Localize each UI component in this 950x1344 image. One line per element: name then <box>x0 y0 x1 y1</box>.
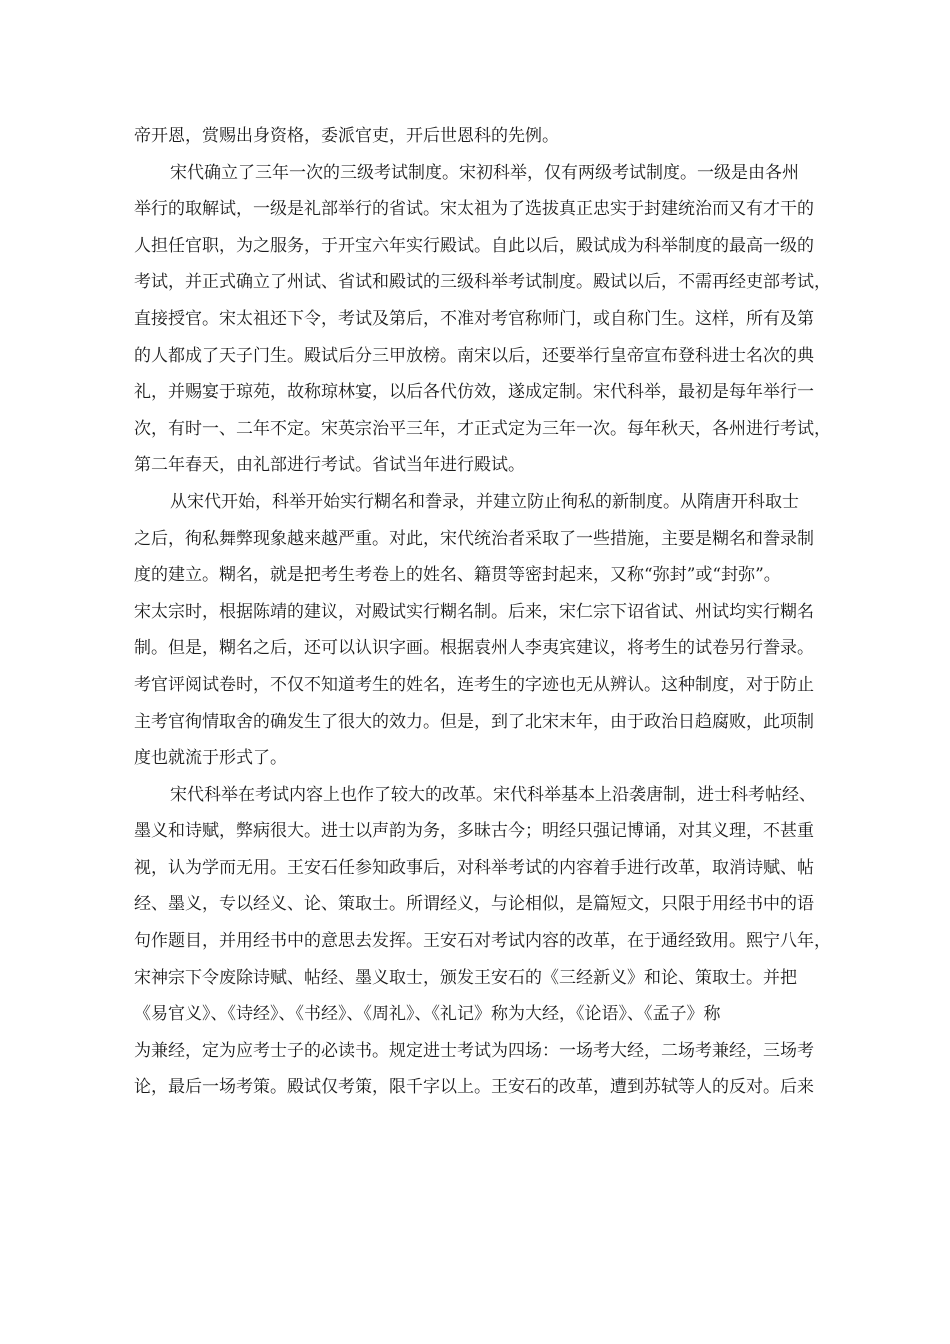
text-line: 次，有时一、二年不定。宋英宗治平三年，才正式定为三年一次。每年秋天，各州进行考试， <box>134 418 831 439</box>
text-line: 墨义和诗赋，弊病很大。进士以声韵为务，多昧古今；明经只强记博诵，对其义理，不甚重 <box>134 821 814 842</box>
text-line: 考官评阅试卷时，不仅不知道考生的姓名，连考生的字迹也无从辨认。这种制度，对于防止 <box>134 674 814 695</box>
body-text <box>134 118 831 1106</box>
text-line: 帝开恩，赏赐出身资格，委派官吏，开后世恩科的先例。 <box>134 126 559 146</box>
text-line: 的人都成了天子门生。殿试后分三甲放榜。南宋以后，还要举行皇帝宣布登科进士名次的典 <box>134 345 814 366</box>
text-line: 考试，并正式确立了州试、省试和殿试的三级科举考试制度。殿试以后，不需再经吏部考试， <box>134 272 831 293</box>
text-line: 礼，并赐宴于琼苑，故称琼林宴，以后各代仿效，遂成定制。宋代科举，最初是每年举行一 <box>134 382 814 403</box>
text-line: 第二年春天，由礼部进行考试。省试当年进行殿试。 <box>134 455 525 476</box>
text-line: 度的建立。糊名，就是把考生考卷上的姓名、籍贯等密封起来，又称“弥封”或“封弥”。 <box>134 565 781 586</box>
text-line: 之后，徇私舞弊现象越来越严重。对此，宋代统治者采取了一些措施，主要是糊名和誊录制 <box>134 528 814 549</box>
text-line: 度也就流于形式了。 <box>134 748 287 769</box>
text-line: 《易官义》、《诗经》、《书经》、《周礼》、《礼记》称为大经，《论语》、《孟子》称 <box>134 1004 721 1025</box>
text-line: 为兼经，定为应考士子的必读书。规定进士考试为四场：一场考大经，二场考兼经，三场考 <box>134 1040 814 1061</box>
text-line: 宋太宗时，根据陈靖的建议，对殿试实行糊名制。后来，宋仁宗下诏省试、州试均实行糊名 <box>134 601 814 622</box>
text-line: 人担任官职，为之服务，于开宝六年实行殿试。自此以后，殿试成为科举制度的最高一级的 <box>134 235 814 256</box>
paragraph-first-line: 从宋代开始，科举开始实行糊名和誊录，并建立防止徇私的新制度。从隋唐开科取士 <box>170 491 799 512</box>
text-line: 举行的取解试，一级是礼部举行的省试。宋太祖为了选拔真正忠实于封建统治而又有才干的 <box>134 199 814 220</box>
text-line: 论，最后一场考策。殿试仅考策，限千字以上。王安石的改革，遭到苏轼等人的反对。后来 <box>134 1077 814 1098</box>
text-line: 直接授官。宋太祖还下令，考试及第后，不准对考官称师门，或自称门生。这样，所有及第 <box>134 308 814 329</box>
paragraph-first-line: 宋代确立了三年一次的三级考试制度。宋初科举，仅有两级考试制度。一级是由各州 <box>170 162 799 183</box>
text-line: 经、墨义，专以经义、论、策取士。所谓经义，与论相似，是篇短文，只限于用经书中的语 <box>134 894 814 915</box>
text-line: 视，认为学而无用。王安石任参知政事后，对科举考试的内容着手进行改革，取消诗赋、帖 <box>134 857 814 878</box>
text-line: 制。但是，糊名之后，还可以认识字画。根据袁州人李夷宾建议，将考生的试卷另行誊录。 <box>134 638 814 659</box>
paragraph-first-line: 宋代科举在考试内容上也作了较大的改革。宋代科举基本上沿袭唐制，进士科考帖经、 <box>170 784 816 805</box>
text-line: 主考官徇情取舍的确发生了很大的效力。但是，到了北宋末年，由于政治日趋腐败，此项制 <box>134 711 814 732</box>
text-line: 句作题目，并用经书中的意思去发挥。王安石对考试内容的改革，在于通经致用。熙宁八年， <box>134 931 831 952</box>
text-line: 宋神宗下令废除诗赋、帖经、墨义取士，颁发王安石的《三经新义》和论、策取士。并把 <box>134 967 797 988</box>
